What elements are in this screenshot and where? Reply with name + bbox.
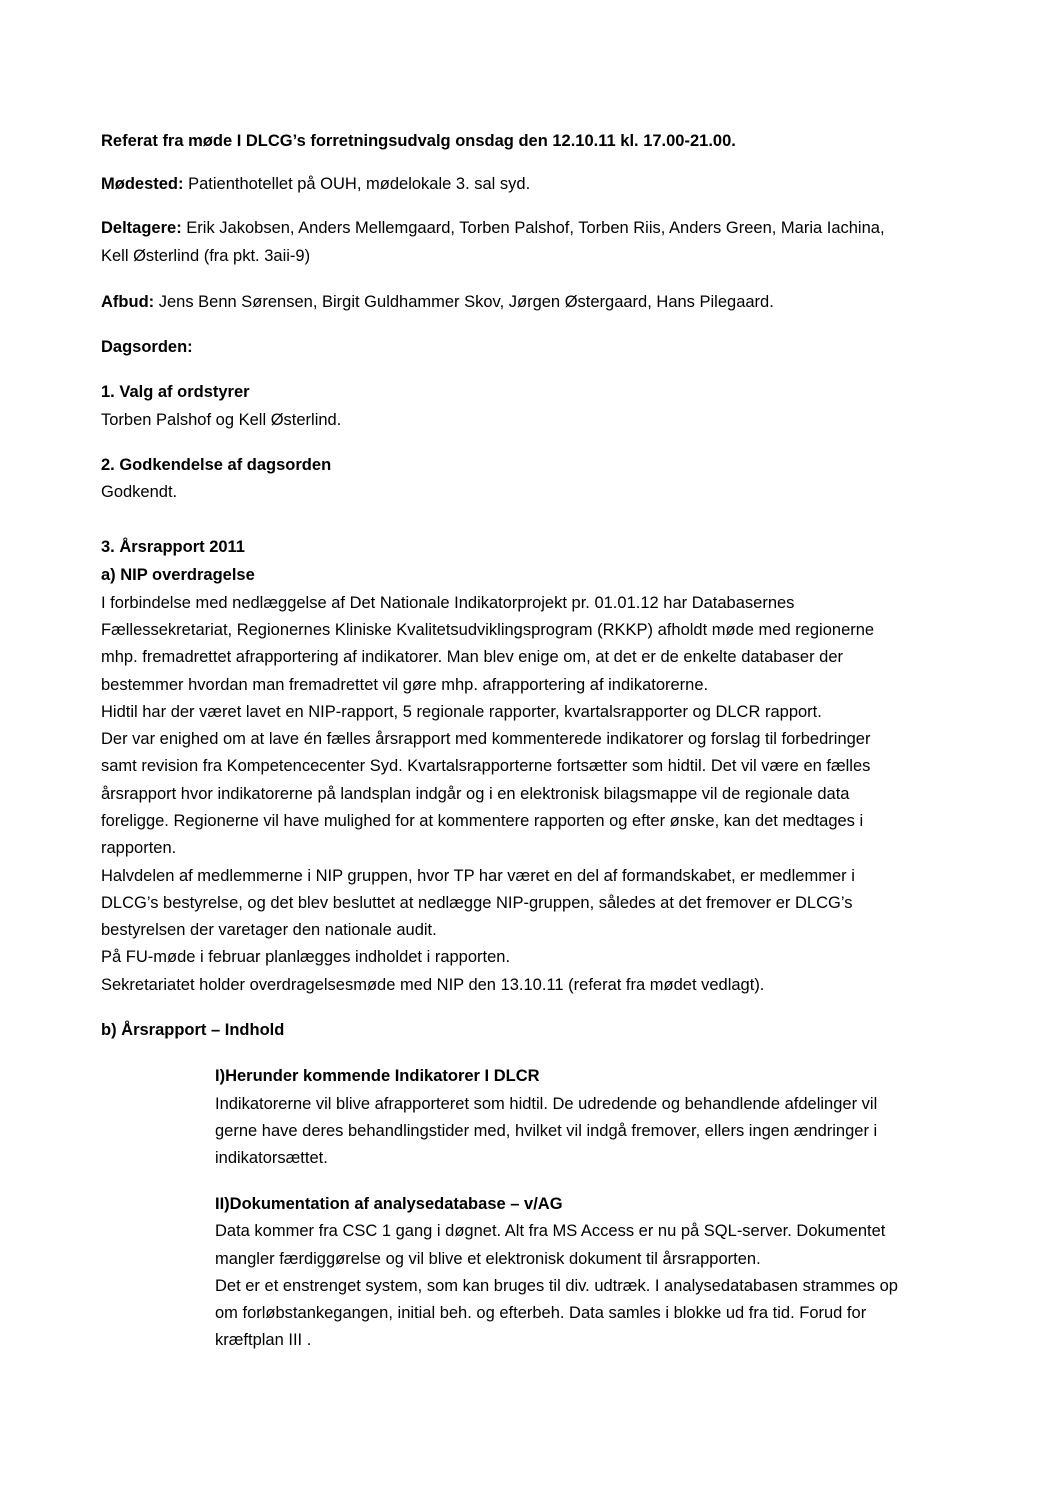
item3a-line: samt revision fra Kompetencecenter Syd. Kvartalsrapporterne fortsætter som hidtil. Det vil være en fælles: [101, 757, 871, 775]
location-value: Patienthotellet på OUH, mødelokale 3. sal syd.: [183, 175, 531, 193]
participants: [101, 218, 885, 238]
item3a-line: I forbindelse med nedlæggelse af Det Nationale Indikatorprojekt pr. 01.01.12 har Databasernes: [101, 594, 795, 612]
item3a-line: Halvdelen af medlemmerne i NIP gruppen, hvor TP har været en del af formandskabet, er medlemmer i: [101, 867, 855, 885]
item3b-i-line: Indikatorerne vil blive afrapporteret som hidtil. De udredende og behandlende afdelinger vil: [215, 1095, 878, 1113]
item3a-line: Der var enighed om at lave én fælles årsrapport med kommenterede indikatorer og forslag til forbedringer: [101, 730, 871, 748]
item3a-line: rapporten.: [101, 839, 177, 857]
item3b-heading: b) Årsrapport – Indhold: [101, 1021, 285, 1039]
absent-value: Jens Benn Sørensen, Birgit Guldhammer Skov, Jørgen Østergaard, Hans Pilegaard.: [154, 293, 774, 311]
item3b-ii-line: mangler færdiggørelse og vil blive et elektronisk dokument til årsrapporten.: [215, 1250, 761, 1268]
item3b-ii-line: om forløbstankegangen, initial beh. og efterbeh. Data samles i blokke ud fra tid. Forud for: [215, 1304, 867, 1322]
item3a-line: bestemmer hvordan man fremadrettet vil gøre mhp. afrapportering af indikatorerne.: [101, 676, 709, 694]
absentees: [101, 292, 774, 312]
item2-text: Godkendt.: [101, 483, 178, 501]
location-label: Mødested:: [101, 175, 184, 193]
meeting-location: [101, 174, 530, 194]
item3a-heading: a) NIP overdragelse: [101, 566, 255, 584]
item3b-ii-line: Data kommer fra CSC 1 gang i døgnet. Alt fra MS Access er nu på SQL-server. Dokumentet: [215, 1222, 886, 1240]
item3-heading: 3. Årsrapport 2011: [101, 538, 245, 556]
item3a-line: Sekretariatet holder overdragelsesmøde med NIP den 13.10.11 (referat fra mødet vedlagt).: [101, 976, 765, 994]
absent-label: Afbud:: [101, 293, 155, 311]
item3b-i-heading: I)Herunder kommende Indikatorer I DLCR: [215, 1067, 540, 1085]
participants-line-2: Kell Østerlind (fra pkt. 3aii-9): [101, 247, 311, 265]
agenda-heading: Dagsorden:: [101, 338, 193, 356]
item3b-ii-heading: II)Dokumentation af analysedatabase – v/AG: [215, 1195, 563, 1213]
document-title: Referat fra møde I DLCG’s forretningsudvalg onsdag den 12.10.11 kl. 17.00-21.00.: [101, 132, 736, 150]
item3b-ii-line: Det er et enstrenget system, som kan bruges til div. udtræk. I analysedatabasen strammes op: [215, 1277, 898, 1295]
item3a-line: bestyrelsen der varetager den nationale audit.: [101, 921, 437, 939]
item3a-line: mhp. fremadrettet afrapportering af indikatorer. Man blev enige om, at det er de enkelte databaser der: [101, 648, 844, 666]
participants-label: Deltagere:: [101, 219, 182, 237]
item3b-i-line: gerne have deres behandlingstider med, hvilket vil indgå fremover, ellers ingen ændringer i: [215, 1122, 878, 1140]
item1-text: Torben Palshof og Kell Østerlind.: [101, 411, 342, 429]
item3a-line: årsrapport hvor indikatorerne på landsplan indgår og i en elektronisk bilagsmappe vil de regionale data: [101, 785, 850, 803]
item3a-line: DLCG’s bestyrelse, og det blev besluttet at nedlægge NIP-gruppen, således at det fremover er DLCG’s: [101, 894, 853, 912]
item3a-line: På FU-møde i februar planlægges indholdet i rapporten.: [101, 948, 511, 966]
item3b-ii-line: kræftplan III .: [215, 1331, 312, 1349]
item1-heading: 1. Valg af ordstyrer: [101, 383, 250, 401]
item3a-line: Hidtil har der været lavet en NIP-rapport, 5 regionale rapporter, kvartalsrapporter og DLCR rapport.: [101, 703, 822, 721]
item3b-i-line: indikatorsættet.: [215, 1149, 328, 1167]
item3a-line: foreligge. Regionerne vil have mulighed for at kommentere rapporten og efter ønske, kan det medtages i: [101, 812, 864, 830]
item2-heading: 2. Godkendelse af dagsorden: [101, 456, 332, 474]
participants-line-1: Erik Jakobsen, Anders Mellemgaard, Torben Palshof, Torben Riis, Anders Green, Maria Iachina,: [181, 219, 885, 237]
item3a-line: Fællessekretariat, Regionernes Kliniske Kvalitetsudviklingsprogram (RKKP) afholdt møde med regionerne: [101, 621, 875, 639]
